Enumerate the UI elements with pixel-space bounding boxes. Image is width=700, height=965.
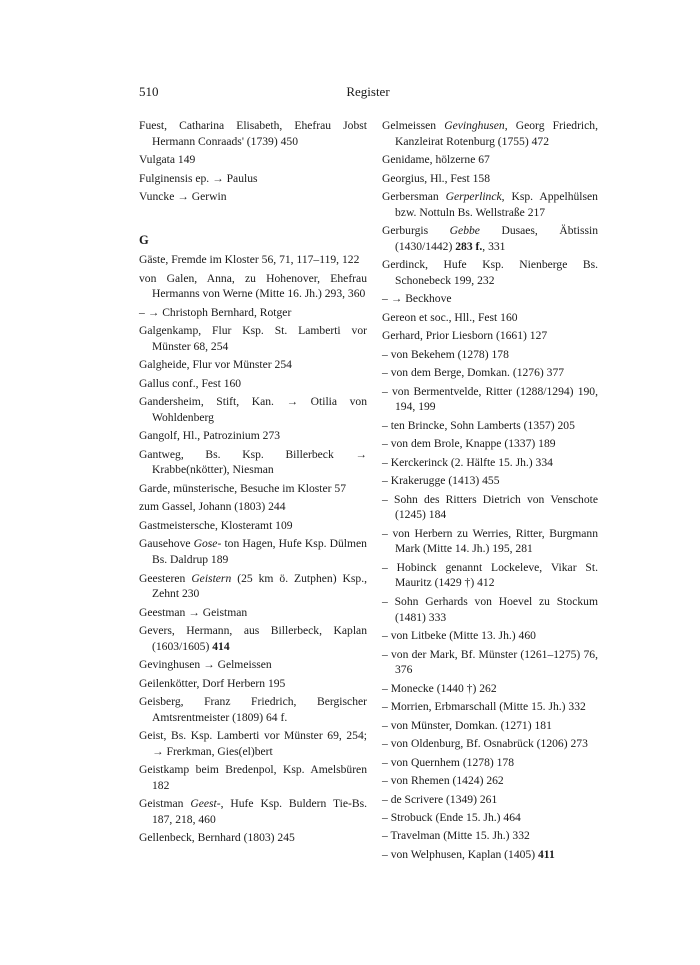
index-entry bbox=[139, 481, 367, 497]
page-number: 510 bbox=[139, 84, 159, 99]
index-entry-text: – Sohn Gerhards von Hoevel zu Stockum (1481) 333 bbox=[382, 594, 598, 624]
index-entry bbox=[382, 171, 598, 187]
index-entry-text: Gallus conf., Fest 160 bbox=[139, 376, 242, 390]
index-entry-text: – Monecke (1440 †) 262 bbox=[382, 681, 497, 695]
index-entry bbox=[139, 623, 367, 654]
index-entry-text: Gerperlinck bbox=[445, 190, 502, 204]
index-entry-text: , Ksp. Appelhülsen bzw. Nottuln Bs. Wellstraße 217 bbox=[395, 190, 598, 219]
index-entry bbox=[382, 418, 598, 434]
index-entry-text: Gebbe bbox=[449, 224, 480, 238]
index-entry-text: Fulginensis ep. → Paulus bbox=[139, 171, 258, 185]
index-entry-text: Gausehove bbox=[139, 537, 194, 551]
index-entry bbox=[139, 605, 367, 621]
index-entry-text: Geestman → Geistman bbox=[139, 605, 248, 619]
index-entry bbox=[382, 291, 598, 307]
index-entry-text: – von dem Berge, Domkan. (1276) 377 bbox=[382, 366, 565, 380]
index-entry-text: Geesteren bbox=[139, 571, 192, 585]
index-entry bbox=[382, 152, 598, 168]
index-entry bbox=[382, 792, 598, 808]
index-entry bbox=[139, 830, 367, 846]
index-entry bbox=[139, 499, 367, 515]
entries-g bbox=[139, 252, 367, 846]
index-entry-text: Gellenbeck, Bernhard (1803) 245 bbox=[139, 831, 295, 845]
index-entry-text: – von Bermentvelde, Ritter (1288/1294) 190, 194, 199 bbox=[382, 384, 598, 414]
index-entry bbox=[382, 828, 598, 844]
index-entry-text: zum Gassel, Johann (1803) 244 bbox=[139, 500, 286, 514]
index-entry bbox=[382, 189, 598, 220]
index-entry-text: – Morrien, Erbmarschall (Mitte 15. Jh.) 332 bbox=[382, 700, 586, 714]
index-entry-text: 414 bbox=[212, 639, 230, 653]
index-entry-text: – Hobinck genannt Lockeleve, Vikar St. Mauritz (1429 †) 412 bbox=[382, 560, 598, 590]
index-entry bbox=[382, 473, 598, 489]
index-entry-text: Gerbersman bbox=[382, 190, 446, 204]
index-entry-text: – von Rhemen (1424) 262 bbox=[382, 774, 504, 788]
index-entry-text: Vuncke → Gerwin bbox=[139, 190, 227, 204]
index-entry-text: – Sohn des Ritters Dietrich von Venschote (1245) 184 bbox=[382, 492, 598, 522]
index-entry bbox=[139, 657, 367, 673]
index-entry bbox=[139, 171, 367, 187]
page-header bbox=[139, 84, 597, 104]
index-entry-text: Gerhard, Prior Liesborn (1661) 127 bbox=[382, 329, 548, 343]
index-entry-text: Gevinghusen bbox=[444, 119, 505, 132]
index-entry bbox=[382, 560, 598, 591]
index-entry-text: Dusaes, Äbtissin (1430/1442) bbox=[395, 224, 598, 253]
index-entry bbox=[382, 810, 598, 826]
index-entry-text: 411 bbox=[537, 847, 555, 861]
index-entry-text: – von Münster, Domkan. (1271) 181 bbox=[382, 718, 552, 732]
index-entry-text: Gelmeissen bbox=[382, 119, 445, 132]
index-entry-text: Galgenkamp, Flur Ksp. St. Lamberti vor Münster 68, 254 bbox=[139, 324, 367, 353]
index-entry-text: , Hufe Ksp. Buldern Tie-Bs. 187, 218, 460 bbox=[152, 797, 367, 826]
running-head: Register bbox=[346, 84, 390, 99]
index-entry bbox=[139, 728, 367, 759]
index-entry bbox=[382, 328, 598, 344]
index-entry-text: Gose- bbox=[193, 537, 222, 551]
index-entry-text: Gantweg, Bs. Ksp. Billerbeck → Krabbe(nkötter), Niesman bbox=[139, 447, 367, 477]
index-entry bbox=[382, 699, 598, 715]
index-entry bbox=[382, 526, 598, 557]
index-entry-text: – von Bekehem (1278) 178 bbox=[382, 347, 509, 361]
index-entry bbox=[382, 847, 598, 863]
index-entry bbox=[382, 310, 598, 326]
index-entry bbox=[382, 365, 598, 381]
index-entry bbox=[139, 518, 367, 534]
index-entry bbox=[139, 189, 367, 205]
index-entry-text: – Strobuck (Ende 15. Jh.) 464 bbox=[382, 810, 521, 824]
index-entry-text: Gevinghusen → Gelmeissen bbox=[139, 658, 272, 672]
index-entry bbox=[382, 594, 598, 625]
index-entry bbox=[382, 257, 598, 288]
index-entry bbox=[382, 118, 598, 149]
index-entry-text: Gevers, Hermann, aus Billerbeck, Kaplan (1603/1605) bbox=[139, 624, 367, 653]
index-entry-text: – von Herbern zu Werries, Ritter, Burgmann Mark (Mitte 14. Jh.) 195, 281 bbox=[382, 526, 598, 556]
index-entry-text: Gerburgis bbox=[382, 224, 450, 238]
index-entry bbox=[139, 447, 367, 478]
index-column-left bbox=[139, 118, 367, 849]
entries-before-g bbox=[139, 118, 367, 205]
index-entry-text: Geilenkötter, Dorf Herbern 195 bbox=[139, 676, 286, 690]
index-entry bbox=[382, 628, 598, 644]
index-entry-text: 283 f. bbox=[455, 239, 483, 253]
section-letter-g: G bbox=[139, 232, 149, 247]
index-entry bbox=[382, 647, 598, 678]
index-entry bbox=[139, 428, 367, 444]
index-entry-text: Gangolf, Hl., Patrozinium 273 bbox=[139, 429, 281, 443]
index-entry-text: Gerdinck, Hufe Ksp. Nienberge Bs. Schonebeck 199, 232 bbox=[382, 258, 598, 287]
index-entry bbox=[382, 455, 598, 471]
index-entry bbox=[382, 384, 598, 415]
index-entry-text: – Krakerugge (1413) 455 bbox=[382, 474, 500, 488]
index-entry bbox=[382, 773, 598, 789]
index-column-right bbox=[382, 118, 598, 865]
index-entry bbox=[382, 681, 598, 697]
index-entry bbox=[139, 796, 367, 827]
index-entry bbox=[139, 118, 367, 149]
index-entry bbox=[139, 271, 367, 302]
index-entry-text: , Georg Friedrich, Kanzleirat Rotenburg (1755) 472 bbox=[395, 119, 598, 148]
index-entry-text: Geisberg, Franz Friedrich, Bergischer Amtsrentmeister (1809) 64 f. bbox=[139, 695, 367, 724]
index-entry-text: – von Oldenburg, Bf. Osnabrück (1206) 273 bbox=[382, 737, 588, 751]
index-entry bbox=[382, 347, 598, 363]
index-entry-text: Garde, münsterische, Besuche im Kloster 57 bbox=[139, 481, 347, 495]
index-entry bbox=[382, 718, 598, 734]
index-entry-text: (25 km ö. Zutphen) Ksp., Zehnt 230 bbox=[152, 571, 367, 601]
index-entry bbox=[139, 536, 367, 567]
index-entry-text: Geest- bbox=[190, 797, 221, 811]
index-entry bbox=[139, 394, 367, 425]
index-entry-text: ton Hagen, Hufe Ksp. Dülmen Bs. Daldrup 189 bbox=[152, 537, 367, 567]
index-entry bbox=[139, 357, 367, 373]
index-entry-text: Geistkamp beim Bredenpol, Ksp. Amelsbüren 182 bbox=[139, 763, 367, 792]
index-entry-text: Geistern bbox=[191, 571, 232, 585]
index-entry-text: Fuest, Catharina Elisabeth, Ehefrau Jobst Hermann Conraads' (1739) 450 bbox=[139, 119, 367, 148]
index-entry bbox=[382, 223, 598, 254]
index-entry-text: Gereon et soc., Hll., Fest 160 bbox=[382, 310, 518, 324]
index-entry bbox=[139, 762, 367, 793]
index-entry bbox=[139, 252, 367, 268]
index-entry-text: – → Christoph Bernhard, Rotger bbox=[139, 305, 292, 319]
index-entry bbox=[139, 323, 367, 354]
index-entry bbox=[382, 492, 598, 523]
index-entry-text: , 331 bbox=[482, 239, 506, 253]
index-entry-text: Genidame, hölzerne 67 bbox=[382, 153, 490, 167]
index-entry bbox=[139, 376, 367, 392]
index-entry-text: Geistman bbox=[139, 797, 191, 811]
index-entry-text: – von Quernhem (1278) 178 bbox=[382, 755, 515, 769]
index-entry-text: Galgheide, Flur vor Münster 254 bbox=[139, 358, 292, 372]
index-entry bbox=[382, 436, 598, 452]
index-entry-text: – von dem Brole, Knappe (1337) 189 bbox=[382, 437, 556, 451]
index-entry-text: – → Beckhove bbox=[382, 292, 452, 306]
index-entry-text: – von der Mark, Bf. Münster (1261–1275) 76, 376 bbox=[382, 647, 598, 677]
index-entry-text: – von Litbeke (Mitte 13. Jh.) 460 bbox=[382, 629, 536, 643]
index-entry bbox=[139, 571, 367, 602]
index-entry-text: – de Scrivere (1349) 261 bbox=[382, 792, 498, 806]
index-entry-text: – Kerckerinck (2. Hälfte 15. Jh.) 334 bbox=[382, 455, 553, 469]
index-entry-text: Gastmeistersche, Klosteramt 109 bbox=[139, 518, 293, 532]
index-entry bbox=[382, 755, 598, 771]
index-entry bbox=[139, 152, 367, 168]
index-entry bbox=[382, 736, 598, 752]
index-entry-text: Gandersheim, Stift, Kan. → Otilia von Wohldenberg bbox=[139, 395, 367, 424]
index-entry-text: Geist, Bs. Ksp. Lamberti vor Münster 69, 254; → Frerkman, Gies(el)bert bbox=[139, 729, 367, 758]
index-entry bbox=[139, 305, 367, 321]
index-entry-text: – von Welphusen, Kaplan (1405) bbox=[382, 847, 538, 861]
index-entry-text: Georgius, Hl., Fest 158 bbox=[382, 171, 490, 185]
index-entry bbox=[139, 676, 367, 692]
index-entry bbox=[139, 694, 367, 725]
index-entry-text: Vulgata 149 bbox=[139, 153, 196, 167]
index-entry-text: – Travelman (Mitte 15. Jh.) 332 bbox=[382, 829, 530, 843]
index-entry-text: – ten Brincke, Sohn Lamberts (1357) 205 bbox=[382, 418, 575, 432]
index-entry-text: Gäste, Fremde im Kloster 56, 71, 117–119, 122 bbox=[139, 253, 360, 267]
index-entry-text: von Galen, Anna, zu Hohenover, Ehefrau Hermanns von Werne (Mitte 16. Jh.) 293, 360 bbox=[139, 271, 367, 301]
